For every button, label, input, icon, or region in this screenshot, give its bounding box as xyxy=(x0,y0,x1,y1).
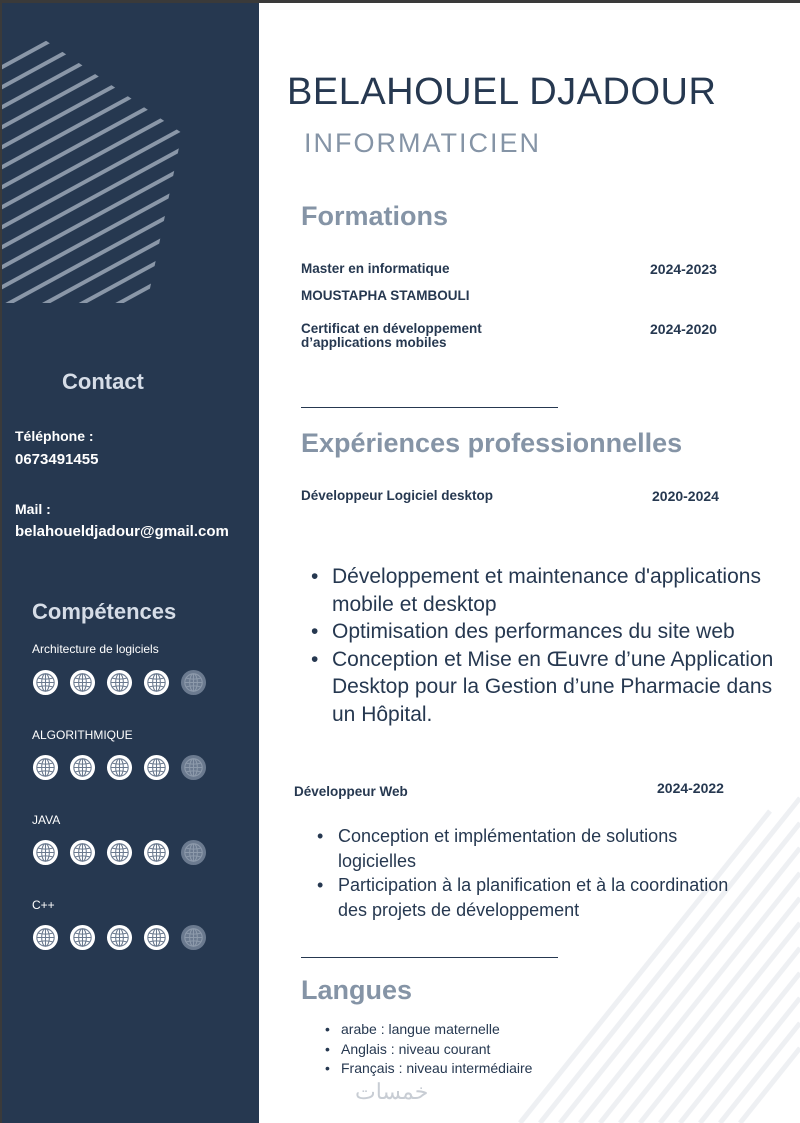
globe-icon xyxy=(106,924,133,951)
job-title: INFORMATICIEN xyxy=(304,128,541,158)
list-item: • Anglais : niveau courant xyxy=(325,1040,625,1060)
globe-icon xyxy=(143,839,170,866)
globe-icon xyxy=(143,924,170,951)
skill-name: C++ xyxy=(32,898,55,912)
globe-icon xyxy=(180,839,207,866)
skills-heading: Compétences xyxy=(32,599,177,624)
skill-rating xyxy=(32,669,207,696)
phone-label: Téléphone : xyxy=(15,428,94,444)
skill-name: ALGORITHMIQUE xyxy=(32,728,133,742)
globe-icon xyxy=(180,924,207,951)
experience-heading: Expériences professionnelles xyxy=(301,428,683,458)
list-item: • Participation à la planification et à la coordination des projets de développement xyxy=(317,873,757,922)
list-item: • Français : niveau intermédiaire xyxy=(325,1059,625,1079)
globe-icon xyxy=(69,754,96,781)
globe-icon xyxy=(69,924,96,951)
globe-icon xyxy=(143,754,170,781)
formation-certificate-line1: Certificat en développement xyxy=(301,321,482,336)
job-date: 2020-2024 xyxy=(652,488,719,504)
globe-icon xyxy=(32,754,59,781)
job-date: 2024-2022 xyxy=(657,780,724,796)
list-item: • Développement et maintenance d'applications mobile et desktop xyxy=(311,563,791,618)
list-item: • Optimisation des performances du site web xyxy=(311,618,791,646)
watermark-logo: خمسات xyxy=(355,1079,429,1104)
globe-icon xyxy=(32,839,59,866)
formations-heading: Formations xyxy=(301,201,449,231)
section-divider xyxy=(301,957,558,958)
globe-icon xyxy=(32,669,59,696)
section-divider xyxy=(301,407,558,408)
globe-icon xyxy=(106,669,133,696)
globe-icon xyxy=(32,924,59,951)
list-item: • Conception et implémentation de solutions logicielles xyxy=(317,824,757,873)
globe-icon xyxy=(106,839,133,866)
formation-certificate-line2: d’applications mobiles xyxy=(301,335,447,350)
formation-school: MOUSTAPHA STAMBOULI xyxy=(301,288,470,303)
globe-icon xyxy=(180,754,207,781)
globe-icon xyxy=(106,754,133,781)
globe-icon xyxy=(143,669,170,696)
globe-icon xyxy=(69,669,96,696)
formation-date: 2024-2023 xyxy=(650,261,717,277)
sidebar xyxy=(2,3,259,1123)
contact-heading: Contact xyxy=(62,369,144,394)
mail-value: belahoueldjadour@gmail.com xyxy=(15,523,229,540)
candidate-name: BELAHOUEL DJADOUR xyxy=(287,71,717,113)
cv-page xyxy=(2,3,800,1123)
skill-rating xyxy=(32,924,207,951)
languages-list xyxy=(325,1020,625,1079)
formation-date: 2024-2020 xyxy=(650,321,717,337)
globe-icon xyxy=(69,839,96,866)
skill-rating xyxy=(32,839,207,866)
formation-degree: Master en informatique xyxy=(301,261,450,276)
job-role: Développeur Logiciel desktop xyxy=(301,488,494,503)
list-item: • arabe : langue maternelle xyxy=(325,1020,625,1040)
job-bullets xyxy=(311,563,791,728)
mail-label: Mail : xyxy=(15,501,51,517)
skill-name: Architecture de logiciels xyxy=(32,642,159,656)
main-content xyxy=(259,3,800,1123)
job-bullets xyxy=(317,824,757,922)
globe-icon xyxy=(180,669,207,696)
skill-rating xyxy=(32,754,207,781)
phone-value: 0673491455 xyxy=(15,451,99,468)
list-item: • Conception et Mise en Œuvre d’une Application Desktop pour la Gestion d’une Pharmacie dans un Hôpital. xyxy=(311,646,791,729)
hexagon-stripes-decoration xyxy=(2,38,182,303)
skill-name: JAVA xyxy=(32,813,61,827)
languages-heading: Langues xyxy=(301,975,413,1005)
job-role: Développeur Web xyxy=(294,784,408,799)
